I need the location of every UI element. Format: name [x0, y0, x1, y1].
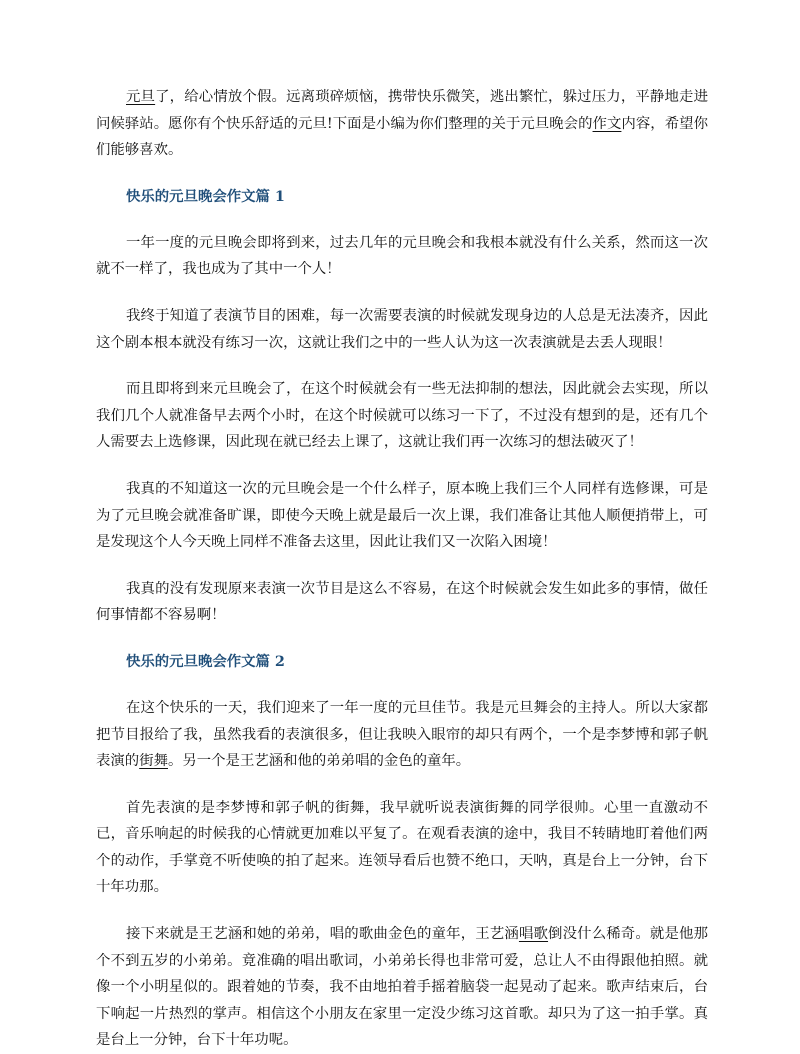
- section-2-heading: 快乐的元旦晚会作文篇 2: [126, 652, 285, 670]
- keyword-link-zuowen[interactable]: 作文: [592, 115, 622, 132]
- keyword-link-jiewu[interactable]: 街舞: [139, 753, 168, 770]
- section-2-paragraph-3: [96, 921, 708, 1054]
- section-2-p1-text-b: 。另一个是王艺涵和他的弟弟唱的金色的童年。: [167, 753, 471, 770]
- section-1-paragraph-2: 我终于知道了表演节目的困难，每一次需要表演的时候就发现身边的人总是无法凑齐，因此这个剧本根本就没有练习一次，这就让我们之中的一些人认为这一次表演就是去丢人现眼！: [96, 307, 708, 351]
- section-1-paragraph-1: 一年一度的元旦晚会即将到来，过去几年的元旦晚会和我根本就没有什么关系，然而这一次就不一样了，我也成为了其中一个人！: [96, 234, 708, 278]
- section-1-heading: 快乐的元旦晚会作文篇 1: [126, 187, 285, 205]
- document-page: [96, 84, 708, 1054]
- section-2-p3-text-a: 接下来就是王艺涵和她的弟弟，唱的歌曲金色的童年，王艺涵: [126, 926, 519, 943]
- intro-text-1: 了，给心情放个假。远离琐碎烦恼，携带快乐微笑，逃出繁忙，躲过压力，平静地走进问候驿站。愿你有个快乐舒适的元旦!下面是小编为你们整理的关于元旦晚会的: [96, 89, 708, 132]
- section-2-paragraph-1: [96, 695, 708, 775]
- keyword-link-yuandan[interactable]: 元旦: [126, 89, 156, 105]
- section-2-p3-text-b: 倒没什么稀奇。就是他那个不到五岁的小弟弟。竟准确的唱出歌词，小弟弟长得也非常可爱，总让人不由得跟他拍照。就像一个小明星似的。跟着她的节奏，我不由地拍着手摇着脑袋一起晃动了起来。歌声结束后，台下响起一片热烈的掌声。相信这个小朋友在家里一定没少练习这首歌。却只为了这一拍手掌。真是台上一分钟，台下十年功呢。: [96, 926, 708, 1049]
- intro-text-2: 内容，希望你们能够喜欢。: [96, 115, 708, 159]
- intro-paragraph: [96, 84, 708, 164]
- section-1-paragraph-4: 我真的不知道这一次的元旦晚会是一个什么样子，原本晚上我们三个人同样有选修课，可是为了元旦晚会就准备旷课，即使今天晚上就是最后一次上课，我们准备让其他人顺便捎带上，可是发现这个人今天晚上同样不准备去这里，因此让我们又一次陷入困境！: [96, 480, 708, 551]
- section-1-paragraph-3: 而且即将到来元旦晚会了，在这个时候就会有一些无法抑制的想法，因此就会去实现，所以我们几个人就准备早去两个小时，在这个时候就可以练习一下了，不过没有想到的是，还有几个人需要去上选修课，因此现在就已经去上课了，这就让我们再一次练习的想法破灭了！: [96, 381, 708, 451]
- section-2-paragraph-2: 首先表演的是李梦博和郭子帆的街舞，我早就听说表演街舞的同学很帅。心里一直激动不已，音乐响起的时候我的心情就更加难以平复了。在观看表演的途中，我目不转睛地盯着他们两个的动作，手掌竟不听使唤的拍了起来。连领导看后也赞不绝口，天呐，真是台上一分钟，台下十年功那。: [96, 799, 708, 896]
- keyword-link-changge[interactable]: 唱歌: [518, 926, 549, 943]
- section-1-paragraph-5: 我真的没有发现原来表演一次节目是这么不容易，在这个时候就会发生如此多的事情，做任何事情都不容易啊！: [96, 580, 708, 624]
- section-2-p1-text-a: 在这个快乐的一天，我们迎来了一年一度的元旦佳节。我是元旦舞会的主持人。所以大家都把节目报给了我，虽然我看的表演很多，但让我映入眼帘的却只有两个，一个是李梦博和郭子帆表演的: [96, 699, 708, 770]
